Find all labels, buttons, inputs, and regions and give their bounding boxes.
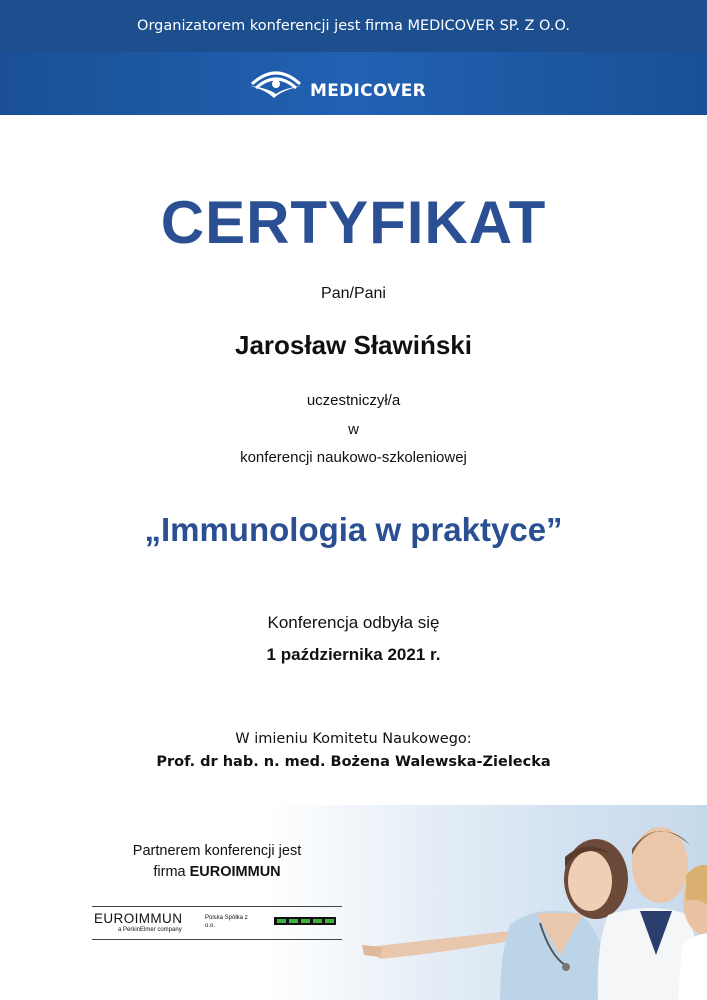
- organizer-bar: [0, 0, 707, 52]
- partner-line-2: [92, 864, 342, 880]
- euroimmun-bar-icon: [274, 917, 336, 925]
- logo-divider-top: [92, 906, 342, 907]
- doctors-photo: [360, 805, 707, 1000]
- conference-name: „Immunologia w praktyce”: [144, 511, 563, 548]
- conference-date: 1 października 2021 r.: [266, 645, 441, 664]
- medicover-logo: [248, 64, 448, 104]
- event-type: konferencji naukowo-szkoleniowej: [240, 449, 467, 466]
- organizer-text: Organizatorem konferencji jest firma MEDICOVER SP. Z O.O.: [137, 18, 570, 34]
- signatory-name: Prof. dr hab. n. med. Bożena Walewska-Zielecka: [156, 754, 551, 770]
- recipient-name: Jarosław Sławiński: [234, 330, 472, 360]
- partner-prefix: firma: [153, 864, 190, 880]
- salutation: Pan/Pani: [321, 285, 386, 302]
- brand-bar: [0, 52, 707, 115]
- euroimmun-logo-name: EUROIMMUN: [94, 911, 183, 926]
- medicover-logo-text: MEDICOVER: [310, 81, 426, 101]
- committee-text: W imieniu Komitetu Naukowego:: [235, 731, 472, 747]
- certificate-title: CERTYFIKAT: [160, 189, 547, 256]
- footer-partner-area: [0, 805, 707, 1000]
- held-text: Konferencja odbyła się: [267, 613, 440, 632]
- partner-name: EUROIMMUN: [189, 864, 281, 880]
- participated-text: uczestniczył/a: [306, 392, 401, 409]
- logo-divider-bottom: [92, 939, 342, 940]
- euroimmun-logo-pl: Polska Spółka z o.o.: [205, 915, 248, 929]
- euroimmun-logo-sub: a PerkinElmer company: [118, 927, 182, 933]
- medicover-figure-icon: [248, 64, 304, 104]
- partner-line-1: Partnerem konferencji jest: [132, 843, 302, 859]
- in-text: w: [348, 421, 359, 438]
